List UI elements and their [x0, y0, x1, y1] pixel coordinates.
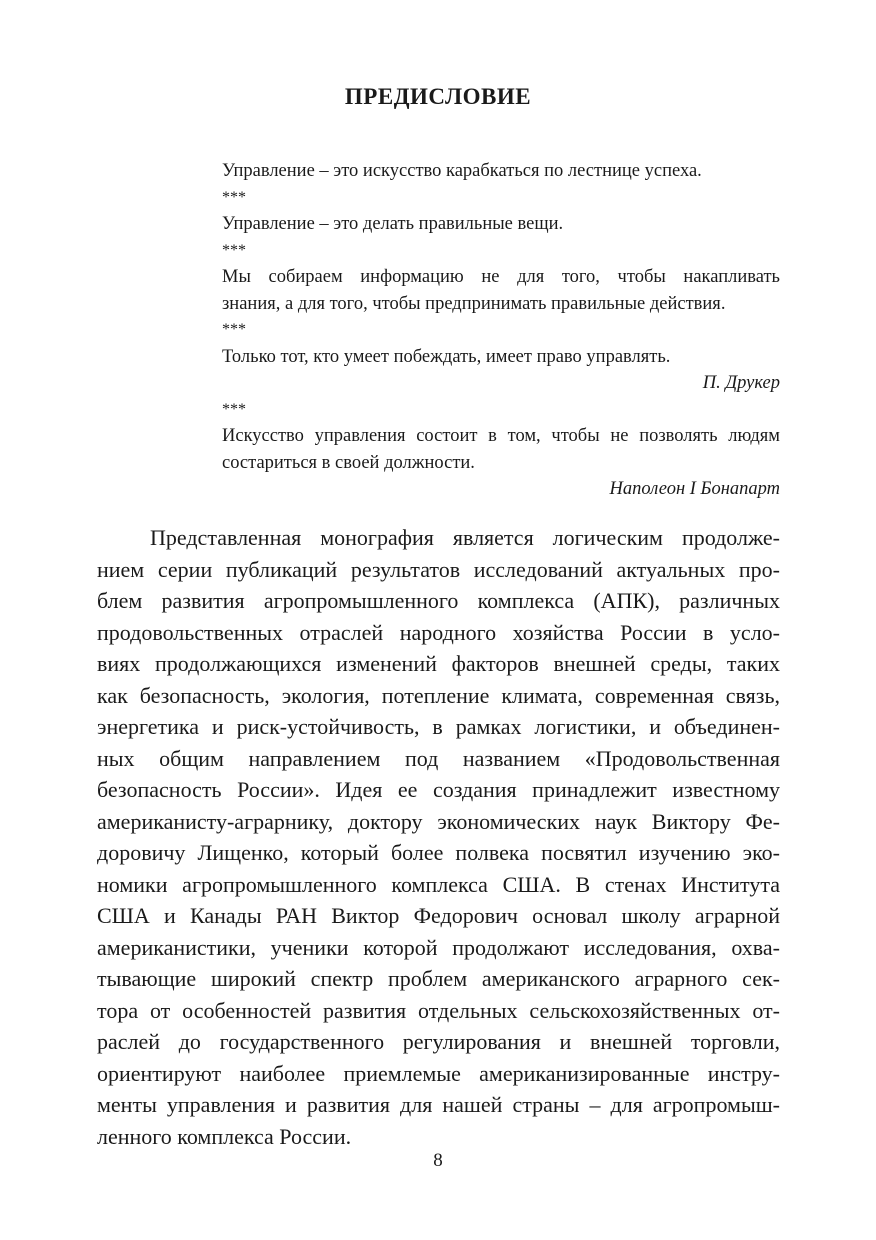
paragraph-line: энергетика и риск-устойчивость, в рамках логистики, и объединен-: [97, 714, 780, 739]
paragraph-line: менты управления и развития для нашей страны – для агропромыш-: [97, 1092, 780, 1117]
paragraph-line: доровичу Лищенко, который более полвека посвятил изучению эко-: [97, 840, 780, 865]
quote-3-line-2: знания, а для того, чтобы предпринимать правильные действия.: [222, 293, 726, 314]
separator-stars: ***: [222, 188, 246, 206]
epigraph: [222, 158, 780, 503]
body-paragraph: [97, 522, 780, 1152]
separator-stars: ***: [222, 400, 246, 418]
page-number: 8: [433, 1150, 443, 1171]
quote-2: Управление – это делать правильные вещи.: [222, 214, 564, 234]
paragraph-line: тора от особенностей развития отдельных сельскохозяйственных от-: [97, 997, 780, 1023]
page-title: ПРЕДИСЛОВИЕ: [344, 84, 532, 109]
paragraph-line: американисту-аграрнику, доктору экономических наук Виктору Фе-: [97, 808, 780, 834]
paragraph-line: тывающие широкий спектр проблем американского аграрного сек-: [97, 966, 780, 991]
paragraph-line: Представленная монография является логическим продолже-: [150, 525, 780, 550]
paragraph-line: блем развития агропромышленного комплекса (АПК), различных: [97, 588, 780, 613]
paragraph-line: ных общим направлением под названием «Продовольственная: [97, 745, 780, 771]
quote-1: Управление – это искусство карабкаться по лестнице успеха.: [222, 161, 702, 181]
paragraph-line: США и Канады РАН Виктор Федорович основал школу аграрной: [97, 903, 780, 928]
paragraph-line: номики агропромышленного комплекса США. В стенах Института: [97, 871, 780, 897]
quote-5-line-1: Искусство управления состоит в том, чтобы не позволять людям: [222, 426, 780, 446]
paragraph-line: виях продолжающихся изменений факторов внешней среды, таких: [97, 651, 780, 676]
separator-stars: ***: [222, 241, 246, 259]
paragraph-line: как безопасность, экология, потепление климата, современная связь,: [97, 682, 780, 708]
quote-4: Только тот, кто умеет побеждать, имеет право управлять.: [222, 346, 671, 367]
paragraph-line: американистики, ученики которой продолжают исследования, охва-: [97, 934, 780, 960]
quote-3-line-1: Мы собираем информацию не для того, чтобы накапливать: [222, 267, 780, 287]
quote-author-drucker: П. Друкер: [702, 373, 780, 393]
paragraph-line: нием серии публикаций результатов исследований актуальных про-: [97, 556, 780, 582]
paragraph-line: ориентируют наиболее приемлемые американизированные инстру-: [97, 1060, 780, 1086]
paragraph-line: ленного комплекса России.: [97, 1123, 352, 1149]
paragraph-line: безопасность России». Идея ее создания принадлежит известному: [97, 777, 780, 802]
quote-author-napoleon: Наполеон I Бонапарт: [609, 479, 780, 499]
paragraph-line: раслей до государственного регулирования и внешней торговли,: [97, 1029, 780, 1054]
quote-5-line-2: состариться в своей должности.: [222, 452, 475, 473]
paragraph-line: продовольственных отраслей народного хозяйства России в усло-: [97, 619, 780, 645]
separator-stars: ***: [222, 321, 246, 338]
